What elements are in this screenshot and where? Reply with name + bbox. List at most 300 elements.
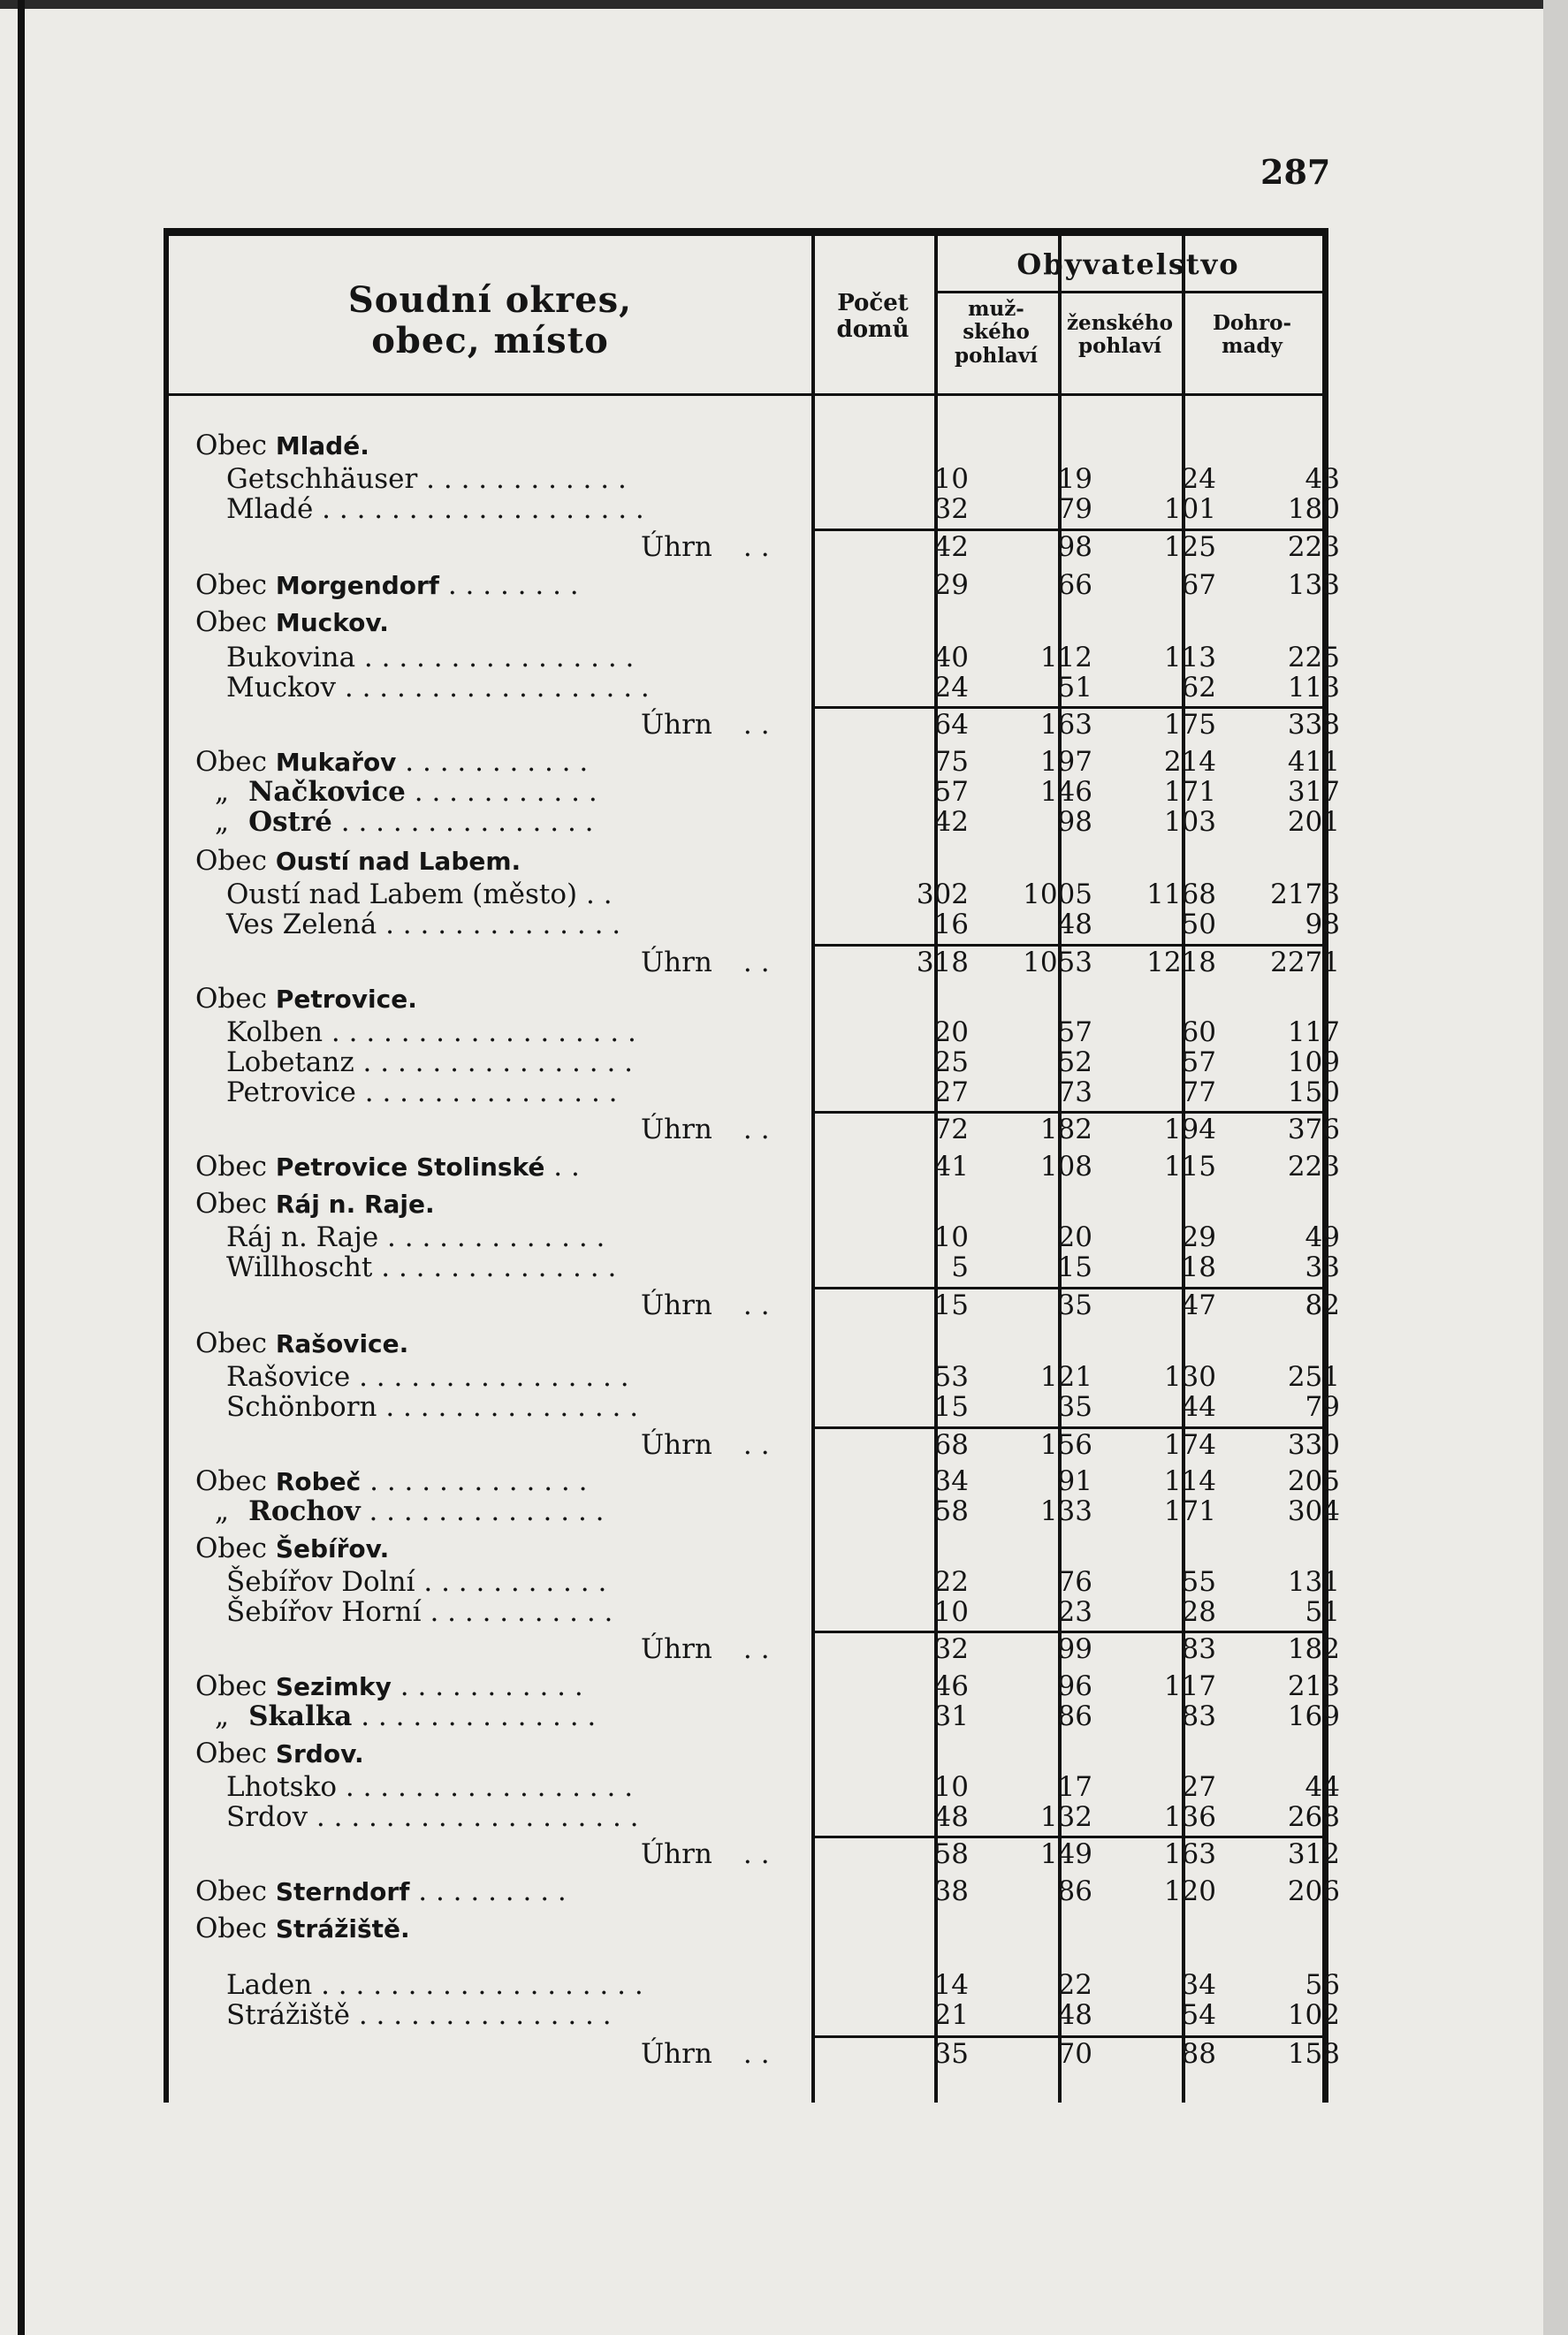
male-count: 182 [1039, 1114, 1092, 1145]
place-name: Ves Zelená . . . . . . . . . . . . . . [226, 909, 621, 940]
municipality-name [195, 1328, 408, 1359]
houses-count: 10 [933, 463, 969, 495]
municipality-name-text: Sezimky [275, 1672, 392, 1701]
table-row [169, 1465, 1340, 1497]
subtotal-rule [811, 944, 1322, 947]
male-count: 73 [1057, 1076, 1092, 1108]
female-count: 130 [1163, 1361, 1216, 1393]
table-row-total [169, 947, 1340, 978]
table-row [169, 463, 1340, 495]
ditto-mark: „ [215, 1495, 230, 1527]
male-count: 121 [1039, 1361, 1092, 1393]
table-row [169, 1076, 1340, 1108]
houses-count: 57 [933, 776, 969, 808]
male-count: 66 [1057, 569, 1092, 601]
municipality-name [195, 1738, 364, 1769]
table-row [169, 1391, 1340, 1423]
table-row-total [169, 709, 1340, 741]
female-count: 18 [1181, 1251, 1216, 1283]
table-row-group-heading [169, 430, 1322, 460]
municipality-prefix: Obec [195, 1327, 267, 1359]
table-row [169, 1801, 1340, 1833]
header-place: Soudní okres, obec, místo [347, 279, 633, 361]
houses-count: 14 [933, 1969, 969, 2001]
place-name-text: Getschhäuser [226, 463, 418, 495]
female-count: 67 [1181, 569, 1216, 601]
page-number: 287 [1260, 152, 1331, 192]
total-count: 150 [1287, 1076, 1340, 1108]
municipality-name-text: Robeč [275, 1467, 362, 1496]
table-row-total [169, 1114, 1340, 1145]
table-row-total [169, 2038, 1340, 2070]
header-male: muž- ského pohlaví [955, 297, 1038, 368]
houses-count: 42 [933, 806, 969, 838]
municipality-name-text: Muckov. [275, 608, 389, 637]
subtotal-rule [811, 706, 1322, 709]
place-name-text: Strážiště [226, 1999, 350, 2031]
place-name-text: Petrovice [226, 1076, 356, 1108]
subtotal-rule [811, 1836, 1322, 1838]
header-total: Dohro- mady [1212, 311, 1291, 359]
municipality-name-text: Petrovice Stolinské [275, 1152, 545, 1182]
male-count: 15 [1057, 1251, 1092, 1283]
female-count: 163 [1163, 1838, 1216, 1870]
scan-top-edge [0, 0, 1568, 9]
total-label-text: Úhrn [641, 1289, 712, 1321]
total-label: Úhrn .. [641, 1289, 779, 1321]
municipality-name [195, 1189, 435, 1220]
municipality-name [195, 846, 521, 877]
municipality-name-text: Rochov [248, 1495, 361, 1527]
female-count: 101 [1163, 493, 1216, 525]
municipality-prefix: Obec [195, 1533, 267, 1564]
male-count: 57 [1057, 1016, 1092, 1048]
houses-count: 42 [933, 531, 969, 563]
municipality-prefix: Obec [195, 1913, 267, 1944]
total-count: 330 [1287, 1429, 1340, 1461]
municipality-name-text: Rašovice. [275, 1329, 409, 1358]
table-row-group-heading [169, 1328, 1322, 1358]
place-name: Laden . . . . . . . . . . . . . . . . . . . [226, 1969, 643, 2001]
municipality-prefix: Obec [195, 983, 267, 1015]
male-count: 146 [1039, 776, 1092, 808]
houses-count: 32 [933, 1633, 969, 1665]
total-label: Úhrn .. [641, 709, 779, 741]
female-count: 29 [1181, 1221, 1216, 1253]
table-row [169, 1700, 1340, 1732]
municipality-name-text: Ostré [248, 806, 332, 838]
male-count: 108 [1039, 1151, 1092, 1183]
total-count: 2271 [1270, 947, 1340, 978]
header-population: Obyvatelstvo [1016, 247, 1240, 281]
female-count: 103 [1163, 806, 1216, 838]
municipality-name-text: Strážiště. [275, 1914, 410, 1943]
municipality-prefix: Obec [195, 606, 267, 638]
place-name: Šebířov Horní . . . . . . . . . . . [226, 1596, 613, 1628]
total-label: Úhrn .. [641, 1838, 779, 1870]
male-count: 48 [1057, 1999, 1092, 2031]
houses-count: 318 [916, 947, 969, 978]
table-row-group-heading [169, 846, 1322, 876]
municipality-name-text: Srdov. [275, 1739, 364, 1768]
header-houses: Počet domů [836, 290, 910, 343]
total-count: 225 [1287, 642, 1340, 673]
subtotal-rule [811, 1631, 1322, 1633]
ditto-mark: „ [215, 1700, 230, 1732]
scan-right-edge [1543, 0, 1568, 2335]
male-count: 76 [1057, 1566, 1092, 1598]
houses-count: 38 [933, 1875, 969, 1907]
place-name-text: Bukovina [226, 642, 356, 673]
table-row-group-heading [169, 607, 1322, 637]
municipality-prefix: Obec [195, 1670, 267, 1702]
municipality-prefix: Obec [195, 569, 267, 601]
group-header-rule [934, 291, 1322, 293]
total-label: Úhrn .. [641, 2038, 779, 2070]
houses-count: 53 [933, 1361, 969, 1393]
female-count: 171 [1163, 1495, 1216, 1527]
houses-count: 46 [933, 1670, 969, 1702]
place-name: Bukovina . . . . . . . . . . . . . . . . [226, 642, 635, 673]
table-row [169, 1969, 1340, 2001]
male-count: 98 [1057, 806, 1092, 838]
houses-count: 75 [933, 746, 969, 778]
place-name-text: Šebířov Horní [226, 1596, 422, 1628]
male-count: 132 [1039, 1801, 1092, 1833]
municipality-name: Obec Mukařov . . . . . . . . . . . [195, 746, 589, 778]
female-count: 1168 [1146, 878, 1216, 910]
total-count: 206 [1287, 1875, 1340, 1907]
municipality-name [195, 607, 389, 638]
houses-count: 31 [933, 1700, 969, 1732]
place-name-text: Rašovice [226, 1361, 351, 1393]
municipality-prefix: Obec [195, 845, 267, 877]
houses-count: 34 [933, 1465, 969, 1497]
houses-count: 40 [933, 642, 969, 673]
female-count: 136 [1163, 1801, 1216, 1833]
table-row [169, 569, 1340, 601]
male-count: 1053 [1023, 947, 1092, 978]
houses-count: 58 [933, 1495, 969, 1527]
place-name: Šebířov Dolní . . . . . . . . . . . [226, 1566, 607, 1598]
male-count: 20 [1057, 1221, 1092, 1253]
table-row [169, 1151, 1340, 1183]
total-count: 223 [1287, 531, 1340, 563]
male-count: 17 [1057, 1771, 1092, 1803]
female-count: 174 [1163, 1429, 1216, 1461]
female-count: 1218 [1146, 947, 1216, 978]
municipality-name-text: Petrovice. [275, 985, 417, 1014]
municipality-name-text: Šebířov. [275, 1534, 390, 1563]
table-row [169, 1875, 1340, 1907]
total-label-text: Úhrn [641, 709, 712, 741]
place-name: Rašovice . . . . . . . . . . . . . . . . [226, 1361, 629, 1393]
municipality-name [195, 984, 417, 1015]
male-count: 133 [1039, 1495, 1092, 1527]
female-count: 27 [1181, 1771, 1216, 1803]
municipality-name-text: Načkovice [248, 776, 406, 808]
total-count: 411 [1287, 746, 1340, 778]
female-count: 117 [1163, 1670, 1216, 1702]
houses-count: 16 [933, 909, 969, 940]
municipality-prefix: Obec [195, 1188, 267, 1220]
place-name-text: Muckov [226, 672, 337, 704]
table-row-total [169, 1838, 1340, 1870]
total-count: 338 [1287, 709, 1340, 741]
male-count: 35 [1057, 1289, 1092, 1321]
total-count: 317 [1287, 776, 1340, 808]
male-count: 197 [1039, 746, 1092, 778]
table-row [169, 642, 1340, 673]
male-count: 156 [1039, 1429, 1092, 1461]
houses-count: 32 [933, 493, 969, 525]
table-row [169, 1999, 1340, 2031]
total-count: 82 [1305, 1289, 1340, 1321]
female-count: 47 [1181, 1289, 1216, 1321]
table-row-group-heading [169, 1913, 1322, 1943]
male-count: 112 [1039, 642, 1092, 673]
header-bottom-rule [169, 393, 1322, 396]
female-count: 44 [1181, 1391, 1216, 1423]
total-count: 113 [1287, 672, 1340, 704]
table-row [169, 1566, 1340, 1598]
houses-count: 35 [933, 2038, 969, 2070]
total-count: 180 [1287, 493, 1340, 525]
houses-count: 15 [933, 1289, 969, 1321]
table-row-total [169, 531, 1340, 563]
houses-count: 21 [933, 1999, 969, 2031]
total-label-text: Úhrn [641, 947, 712, 978]
female-count: 50 [1181, 909, 1216, 940]
total-label-text: Úhrn [641, 2038, 712, 2070]
total-count: 49 [1305, 1221, 1340, 1253]
houses-count: 24 [933, 672, 969, 704]
municipality-prefix: Obec [195, 1151, 267, 1183]
header-female: ženského pohlaví [1067, 311, 1173, 359]
male-count: 48 [1057, 909, 1092, 940]
houses-count: 10 [933, 1771, 969, 1803]
male-count: 86 [1057, 1700, 1092, 1732]
total-count: 205 [1287, 1465, 1340, 1497]
place-name-text: Kolben [226, 1016, 323, 1048]
total-count: 182 [1287, 1633, 1340, 1665]
municipality-name-text: Sterndorf [275, 1877, 410, 1906]
male-count: 70 [1057, 2038, 1092, 2070]
municipality-name [195, 430, 369, 461]
table-row-total [169, 1633, 1340, 1665]
table-row [169, 1016, 1340, 1048]
total-count: 56 [1305, 1969, 1340, 2001]
municipality-name-text: Mladé. [275, 431, 369, 460]
houses-count: 29 [933, 569, 969, 601]
total-label-text: Úhrn [641, 1429, 712, 1461]
municipality-name-text: Skalka [248, 1700, 353, 1732]
female-count: 77 [1181, 1076, 1216, 1108]
total-count: 44 [1305, 1771, 1340, 1803]
houses-count: 5 [951, 1251, 969, 1283]
female-count: 125 [1163, 531, 1216, 563]
male-count: 91 [1057, 1465, 1092, 1497]
place-name-text: Lobetanz [226, 1046, 354, 1078]
place-name: Kolben . . . . . . . . . . . . . . . . . . [226, 1016, 636, 1048]
table-row [169, 1771, 1340, 1803]
total-label-text: Úhrn [641, 1838, 712, 1870]
female-count: 60 [1181, 1016, 1216, 1048]
table-row [169, 1495, 1340, 1527]
male-count: 1005 [1023, 878, 1092, 910]
male-count: 19 [1057, 463, 1092, 495]
male-count: 22 [1057, 1969, 1092, 2001]
female-count: 54 [1181, 1999, 1216, 2031]
municipality-name-text: Oustí nad Labem. [275, 847, 521, 876]
total-count: 43 [1305, 463, 1340, 495]
total-count: 98 [1305, 909, 1340, 940]
place-name-text: Šebířov Dolní [226, 1566, 415, 1598]
table-row [169, 1361, 1340, 1393]
total-label: Úhrn .. [641, 947, 779, 978]
table-row [169, 1221, 1340, 1253]
table-row-total [169, 1289, 1340, 1321]
place-name-text: Lhotsko [226, 1771, 338, 1803]
female-count: 34 [1181, 1969, 1216, 2001]
table-row [169, 672, 1340, 704]
total-label: Úhrn .. [641, 531, 779, 563]
municipality-prefix: Obec [195, 1738, 267, 1769]
total-label: Úhrn .. [641, 1114, 779, 1145]
female-count: 55 [1181, 1566, 1216, 1598]
subtotal-rule [811, 1111, 1322, 1114]
place-name: Schönborn . . . . . . . . . . . . . . . [226, 1391, 639, 1423]
place-name-text: Oustí nad Labem (město) [226, 878, 578, 910]
table-row-group-heading [169, 984, 1322, 1014]
table-row-group-heading [169, 1533, 1322, 1563]
houses-count: 48 [933, 1801, 969, 1833]
female-count: 120 [1163, 1875, 1216, 1907]
houses-count: 15 [933, 1391, 969, 1423]
place-name-text: Willhoscht [226, 1251, 373, 1283]
houses-count: 10 [933, 1221, 969, 1253]
female-count: 114 [1163, 1465, 1216, 1497]
table-row [169, 1670, 1340, 1702]
total-count: 223 [1287, 1151, 1340, 1183]
total-count: 158 [1287, 2038, 1340, 2070]
place-name: Willhoscht . . . . . . . . . . . . . . [226, 1251, 617, 1283]
female-count: 194 [1163, 1114, 1216, 1145]
female-count: 57 [1181, 1046, 1216, 1078]
houses-count: 22 [933, 1566, 969, 1598]
place-name: Muckov . . . . . . . . . . . . . . . . . . [226, 672, 650, 704]
municipality-name: „ Skalka . . . . . . . . . . . . . . [195, 1701, 596, 1731]
table-row-total [169, 1429, 1340, 1461]
houses-count: 10 [933, 1596, 969, 1628]
place-name: Strážiště . . . . . . . . . . . . . . . [226, 1999, 612, 2031]
municipality-name: „ Ostré . . . . . . . . . . . . . . . [195, 807, 594, 837]
municipality-prefix: Obec [195, 1465, 267, 1497]
municipality-name-text: Mukařov [275, 748, 397, 777]
total-label-text: Úhrn [641, 1633, 712, 1665]
houses-count: 72 [933, 1114, 969, 1145]
houses-count: 25 [933, 1046, 969, 1078]
place-name-text: Mladé [226, 493, 314, 525]
municipality-name: Obec Sezimky . . . . . . . . . . . [195, 1670, 583, 1702]
table-row [169, 1251, 1340, 1283]
total-count: 201 [1287, 806, 1340, 838]
ditto-mark: „ [215, 776, 230, 808]
female-count: 24 [1181, 463, 1216, 495]
place-name: Lhotsko . . . . . . . . . . . . . . . . . [226, 1771, 634, 1803]
municipality-prefix: Obec [195, 746, 267, 778]
total-count: 251 [1287, 1361, 1340, 1393]
table-row [169, 878, 1340, 910]
male-count: 52 [1057, 1046, 1092, 1078]
municipality-name [195, 1913, 410, 1944]
total-label-text: Úhrn [641, 531, 712, 563]
total-label: Úhrn .. [641, 1429, 779, 1461]
municipality-prefix: Obec [195, 430, 267, 461]
table-row [169, 746, 1340, 778]
place-name-text: Schönborn [226, 1391, 377, 1423]
total-count: 102 [1287, 1999, 1340, 2031]
male-count: 163 [1039, 709, 1092, 741]
table-row [169, 1596, 1340, 1628]
municipality-name [195, 1533, 389, 1564]
place-name: Lobetanz . . . . . . . . . . . . . . . . [226, 1046, 634, 1078]
table-row-group-heading [169, 1738, 1322, 1768]
census-table [164, 228, 1340, 2103]
municipality-prefix: Obec [195, 1875, 267, 1907]
male-count: 86 [1057, 1875, 1092, 1907]
total-count: 304 [1287, 1495, 1340, 1527]
total-count: 79 [1305, 1391, 1340, 1423]
municipality-name: Obec Petrovice Stolinské . . [195, 1151, 580, 1183]
municipality-name: Obec Morgendorf . . . . . . . . [195, 569, 579, 601]
total-count: 213 [1287, 1670, 1340, 1702]
place-name: Ráj n. Raje . . . . . . . . . . . . . [226, 1221, 605, 1253]
table-row [169, 806, 1340, 838]
total-count: 51 [1305, 1596, 1340, 1628]
female-count: 115 [1163, 1151, 1216, 1183]
municipality-name-text: Ráj n. Raje. [275, 1190, 435, 1219]
table-row [169, 1046, 1340, 1078]
houses-count: 41 [933, 1151, 969, 1183]
male-count: 51 [1057, 672, 1092, 704]
female-count: 214 [1163, 746, 1216, 778]
houses-count: 27 [933, 1076, 969, 1108]
houses-count: 64 [933, 709, 969, 741]
municipality-name: Obec Robeč . . . . . . . . . . . . . [195, 1465, 588, 1497]
houses-count: 20 [933, 1016, 969, 1048]
total-count: 109 [1287, 1046, 1340, 1078]
subtotal-rule [811, 1426, 1322, 1429]
male-count: 35 [1057, 1391, 1092, 1423]
total-count: 33 [1305, 1251, 1340, 1283]
male-count: 99 [1057, 1633, 1092, 1665]
houses-count: 58 [933, 1838, 969, 1870]
female-count: 175 [1163, 709, 1216, 741]
male-count: 149 [1039, 1838, 1092, 1870]
municipality-name: „ Rochov . . . . . . . . . . . . . . [195, 1496, 605, 1526]
scan-left-edge [18, 0, 25, 2335]
place-name: Srdov . . . . . . . . . . . . . . . . . . . [226, 1801, 639, 1833]
place-name: Petrovice . . . . . . . . . . . . . . . [226, 1076, 618, 1108]
total-count: 312 [1287, 1838, 1340, 1870]
place-name-text: Ves Zelená [226, 909, 377, 940]
female-count: 171 [1163, 776, 1216, 808]
place-name-text: Laden [226, 1969, 313, 2001]
subtotal-rule [811, 529, 1322, 531]
place-name: Getschhäuser . . . . . . . . . . . . [226, 463, 627, 495]
total-count: 2173 [1270, 878, 1340, 910]
